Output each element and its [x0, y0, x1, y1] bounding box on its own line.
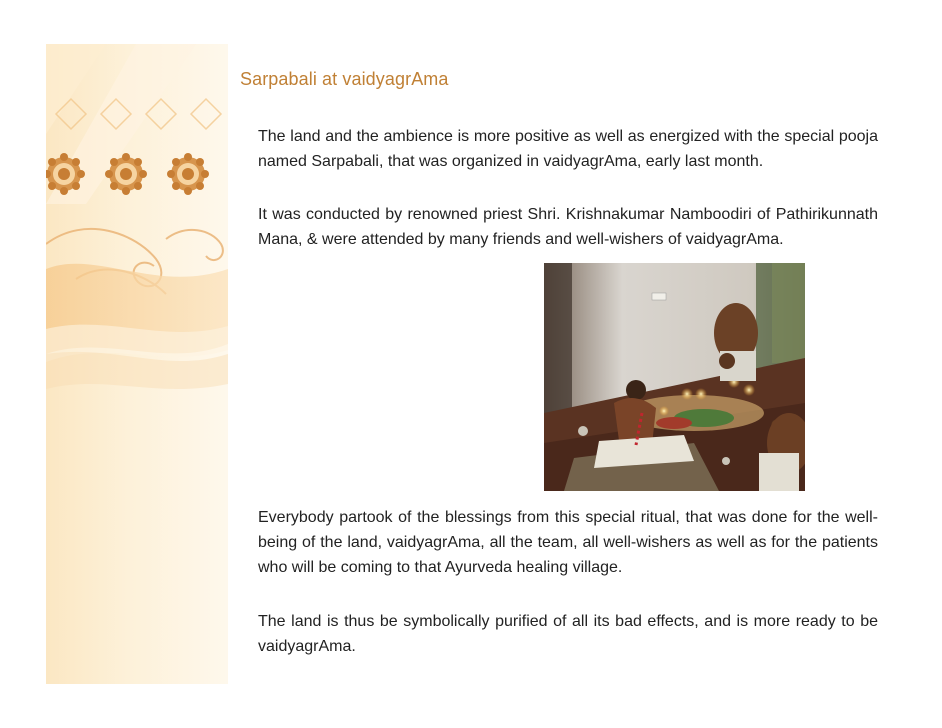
paragraph-intro: The land and the ambience is more positive as well as energized with the special pooja named Sarpabali, that was organized in vaidyagrAma, early last month. [258, 128, 878, 170]
flower-ornament-icon [46, 153, 209, 195]
paragraph-blessings: Everybody partook of the blessings from this special ritual, that was done for the well-being of the land, vaidyagrAma, all the team, all well-wishers as well as for the patients who will be coming to that Ayurveda healing village. [258, 509, 878, 576]
pooja-ritual-photo [544, 263, 805, 491]
decorative-background [46, 44, 228, 684]
paragraph-priest [258, 202, 878, 252]
slide-title: Sarpabali at vaidyagrAma [240, 69, 449, 89]
decorative-side-panel [46, 44, 228, 684]
paragraph-purified: The land is thus be symbolically purified of all its bad effects, and is more ready to be vaidyagrAma. [258, 613, 878, 655]
ritual-scene-image [544, 263, 805, 491]
paragraph-priest-text: It was conducted by renowned priest Shri. Krishnakumar Namboodiri of Pathirikunnath Mana, & were attended by many friends and well-wishers of vaidyagrAma. [258, 206, 878, 248]
